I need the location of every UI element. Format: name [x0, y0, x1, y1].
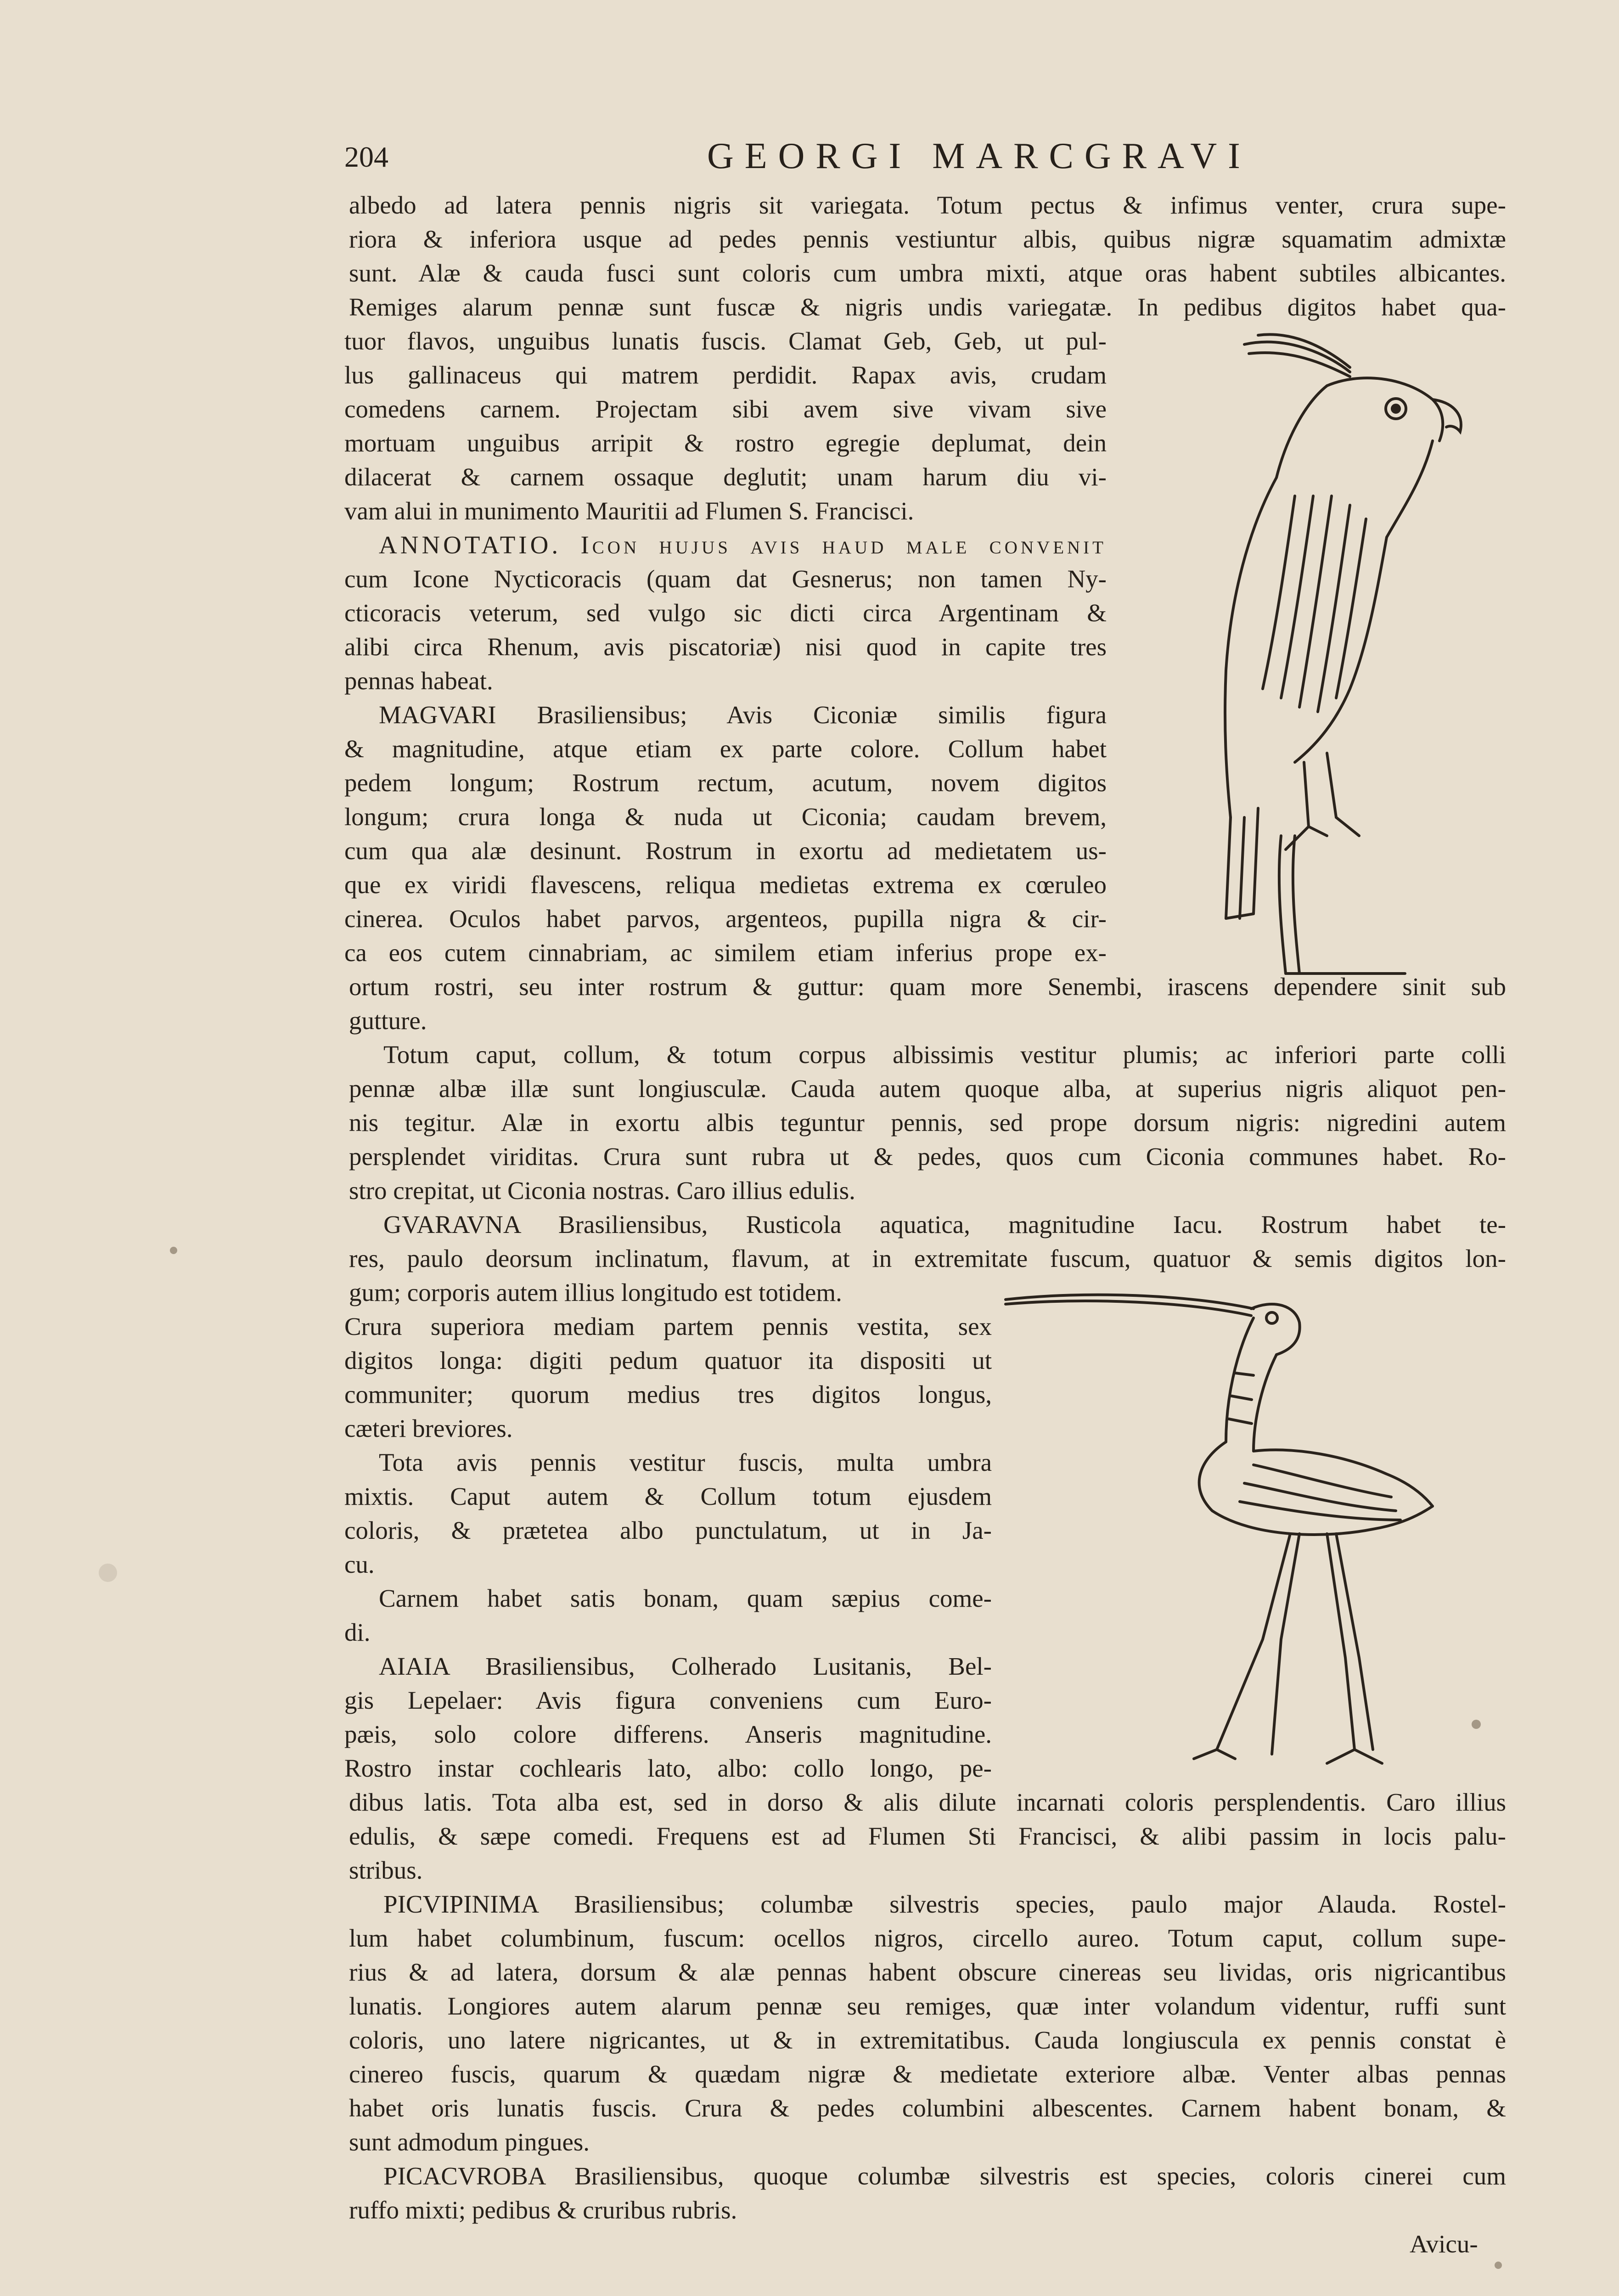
text-line: longum; crura longa & nuda ut Ciconia; caudam brevem, — [344, 803, 1107, 831]
text-line: ruffo mixti; pedibus & cruribus rubris. — [349, 2196, 737, 2224]
text-line: ANNOTATIO. Icon hujus avis haud male convenit — [379, 531, 1107, 559]
text-line: dibus latis. Tota alba est, sed in dorso & alis dilute incarnati coloris persplendentis. Caro illius — [349, 1788, 1506, 1816]
crested-bird-woodcut — [1111, 321, 1524, 1006]
text-line: PICVIPINIMA Brasiliensibus; columbæ silvestris species, paulo major Alauda. Rostel- — [383, 1890, 1506, 1918]
text-block-4 — [344, 1310, 992, 1785]
text-line: MAGVARI Brasiliensibus; Avis Ciconiæ similis figura — [379, 701, 1107, 729]
text-line: communiter; quorum medius tres digitos longus, — [344, 1380, 992, 1408]
text-line: Rostro instar cochlearis lato, albo: collo longo, pe- — [344, 1754, 992, 1782]
text-line: pennas habeat. — [344, 667, 493, 695]
text-block-2 — [344, 324, 1107, 970]
page-number: 204 — [344, 141, 388, 173]
text-line: nis tegitur. Alæ in exortu albis teguntur pennis, sed prope dorsum nigris: nigredini autem — [349, 1109, 1506, 1137]
text-line: cticoracis veterum, sed vulgo sic dicti circa Argentinam & — [344, 599, 1107, 627]
text-line: tuor flavos, unguibus lunatis fuscis. Clamat Geb, Geb, ut pul- — [344, 327, 1107, 355]
text-line: Crura superiora mediam partem pennis vestita, sex — [344, 1312, 992, 1340]
running-head — [344, 135, 1547, 186]
text-line: cum Icone Nycticoracis (quam dat Gesnerus; non tamen Ny- — [344, 565, 1107, 593]
text-line: Tota avis pennis vestitur fuscis, multa umbra — [379, 1448, 992, 1476]
text-line: cum qua alæ desinunt. Rostrum in exortu ad medietatem us- — [344, 837, 1107, 865]
text-line: ortum rostri, seu inter rostrum & guttur: quam more Senembi, irascens dependere sinit sub — [349, 973, 1506, 1001]
text-line: stribus. — [349, 1856, 423, 1884]
text-line: pæis, solo colore differens. Anseris magnitudine. — [344, 1720, 992, 1748]
text-line: rius & ad latera, dorsum & alæ pennas habent obscure cinereas seu lividas, oris nigricantibus — [349, 1958, 1506, 1986]
text-line: lus gallinaceus qui matrem perdidit. Rapax avis, crudam — [344, 361, 1107, 389]
catchword: Avicu- — [1410, 2230, 1478, 2258]
text-line: mixtis. Caput autem & Collum totum ejusdem — [344, 1482, 992, 1510]
text-line: cæteri breviores. — [344, 1414, 513, 1442]
text-line: que ex viridi flavescens, reliqua medietas extrema ex cœruleo — [344, 871, 1107, 899]
text-line: PICACVROBA Brasiliensibus, quoque columbæ silvestris est species, coloris cinerei cum — [383, 2162, 1506, 2190]
text-line: comedens carnem. Projectam sibi avem sive vivam sive — [344, 395, 1107, 423]
text-line: coloris, & prætetea albo punctulatum, ut in Ja- — [344, 1516, 992, 1544]
text-line: albedo ad latera pennis nigris sit variegata. Totum pectus & infimus venter, crura supe- — [349, 191, 1506, 219]
text-line: GVARAVNA Brasiliensibus, Rusticola aquatica, magnitudine Iacu. Rostrum habet te- — [383, 1210, 1506, 1238]
text-line: AIAIA Brasiliensibus, Colherado Lusitanis, Bel- — [379, 1652, 992, 1680]
text-line: ca eos cutem cinnabriam, ac similem etiam inferius prope ex- — [344, 939, 1107, 967]
text-line: sunt. Alæ & cauda fusci sunt coloris cum umbra mixti, atque oras habent subtiles albicantes. — [349, 259, 1506, 287]
text-line: gum; corporis autem illius longitudo est totidem. — [349, 1278, 842, 1306]
text-line: riora & inferiora usque ad pedes pennis vestiuntur albis, quibus nigræ squamatim admixtæ — [349, 225, 1506, 253]
text-line: gutture. — [349, 1007, 427, 1035]
text-line: cinerea. Oculos habet parvos, argenteos, pupilla nigra & cir- — [344, 905, 1107, 933]
foxing-spot — [99, 1564, 117, 1582]
text-line: digitos longa: digiti pedum quatuor ita dispositi ut — [344, 1346, 992, 1374]
text-line: res, paulo deorsum inclinatum, flavum, at in extremitate fuscum, quatuor & semis digitos lon- — [349, 1244, 1506, 1272]
text-line: & magnitudine, atque etiam ex parte colore. Collum habet — [344, 735, 1107, 763]
text-line: alibi circa Rhenum, avis piscatoriæ) nisi quod in capite tres — [344, 633, 1107, 661]
text-line: stro crepitat, ut Ciconia nostras. Caro illius edulis. — [349, 1176, 855, 1204]
text-line: pennæ albæ illæ sunt longiusculæ. Cauda autem quoque alba, at superius nigris aliquot pen- — [349, 1075, 1506, 1103]
running-title: GEORGI MARCGRAVI — [707, 136, 1251, 176]
text-block-3 — [349, 970, 1506, 1310]
foxing-spot — [170, 1247, 177, 1254]
text-line: Remiges alarum pennæ sunt fuscæ & nigris undis variegatæ. In pedibus digitos habet qua- — [349, 293, 1506, 321]
text-line: di. — [344, 1618, 371, 1646]
text-line: coloris, uno latere nigricantes, ut & in extremitatibus. Cauda longiuscula ex pennis constat è — [349, 2026, 1506, 2054]
text-line: persplendet viriditas. Crura sunt rubra ut & pedes, quos cum Ciconia communes habet. Ro- — [349, 1142, 1506, 1171]
text-line: gis Lepelaer: Avis figura conveniens cum Euro- — [344, 1686, 992, 1714]
text-line: sunt admodum pingues. — [349, 2128, 590, 2156]
text-line: Totum caput, collum, & totum corpus albissimis vestitur plumis; ac inferiori parte colli — [383, 1041, 1506, 1069]
wading-bird-woodcut — [996, 1290, 1501, 1782]
text-line: cinereo fuscis, quarum & quædam nigræ & medietate exteriore albæ. Venter albas pennas — [349, 2060, 1506, 2088]
text-line: vam alui in munimento Mauritii ad Flumen S. Francisci. — [344, 497, 914, 525]
text-line: cu. — [344, 1550, 375, 1578]
text-line: habet oris lunatis fuscis. Crura & pedes columbini albescentes. Carnem habent bonam, & — [349, 2094, 1506, 2122]
text-line: Carnem habet satis bonam, quam sæpius come- — [379, 1584, 992, 1612]
text-line: dilacerat & carnem ossaque deglutit; unam harum diu vi- — [344, 463, 1107, 491]
foxing-spot — [1495, 2262, 1502, 2269]
text-line: mortuam unguibus arripit & rostro egregie deplumat, dein — [344, 429, 1107, 457]
text-line: edulis, & sæpe comedi. Frequens est ad Flumen Sti Francisci, & alibi passim in locis palu- — [349, 1822, 1506, 1850]
text-line: lunatis. Longiores autem alarum pennæ seu remiges, quæ inter volandum videntur, ruffi sunt — [349, 1992, 1506, 2020]
text-block-5 — [349, 1785, 1506, 2227]
text-line: lum habet columbinum, fuscum: ocellos nigros, circello aureo. Totum caput, collum supe- — [349, 1924, 1506, 1952]
text-block-1 — [349, 188, 1506, 324]
text-line: pedem longum; Rostrum rectum, acutum, novem digitos — [344, 769, 1107, 797]
